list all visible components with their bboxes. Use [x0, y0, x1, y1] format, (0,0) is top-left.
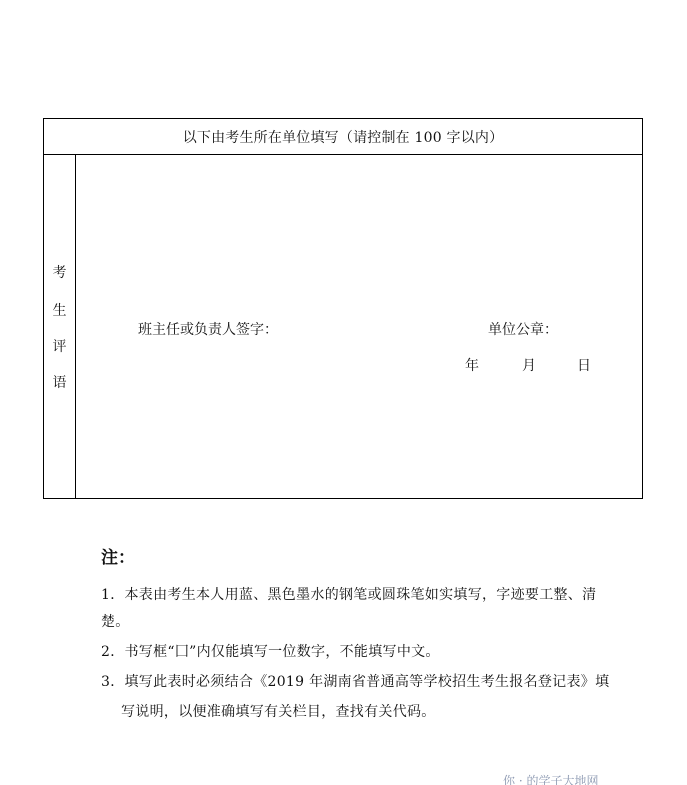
- notes-title: 注：: [101, 548, 135, 568]
- date-day-label: 日: [577, 358, 591, 374]
- unit-seal-label: 单位公章：: [488, 322, 558, 338]
- note-item-3: 3．填写此表时必须结合《2019 年湖南省普通高等学校招生考生报名登记表》填: [101, 674, 610, 690]
- evaluation-form-table: [43, 118, 643, 499]
- label-char-kao: 考: [52, 265, 67, 281]
- label-char-ping: 评: [52, 339, 67, 355]
- evaluation-label-column: [44, 155, 76, 498]
- label-char-yu: 语: [52, 375, 67, 391]
- note-item-3-continued: 写说明，以便准确填写有关栏目，查找有关代码。: [121, 704, 436, 720]
- form-header: 以下由考生所在单位填写（请控制在 100 字以内）: [44, 119, 642, 155]
- date-year-label: 年: [465, 358, 479, 374]
- signature-label: 班主任或负责人签字：: [138, 322, 278, 338]
- label-char-sheng: 生: [52, 303, 67, 319]
- note-item-1-continued: 楚。: [101, 614, 130, 630]
- date-month-label: 月: [522, 358, 536, 374]
- note-item-1: 1．本表由考生本人用蓝、黑色墨水的钢笔或圆珠笔如实填写，字迹要工整、清: [101, 587, 597, 603]
- note-item-2: 2．书写框“囗”内仅能填写一位数字，不能填写中文。: [101, 644, 440, 660]
- evaluation-content-area[interactable]: [76, 155, 642, 498]
- watermark-text: 你 · 的学子大地网: [503, 774, 599, 785]
